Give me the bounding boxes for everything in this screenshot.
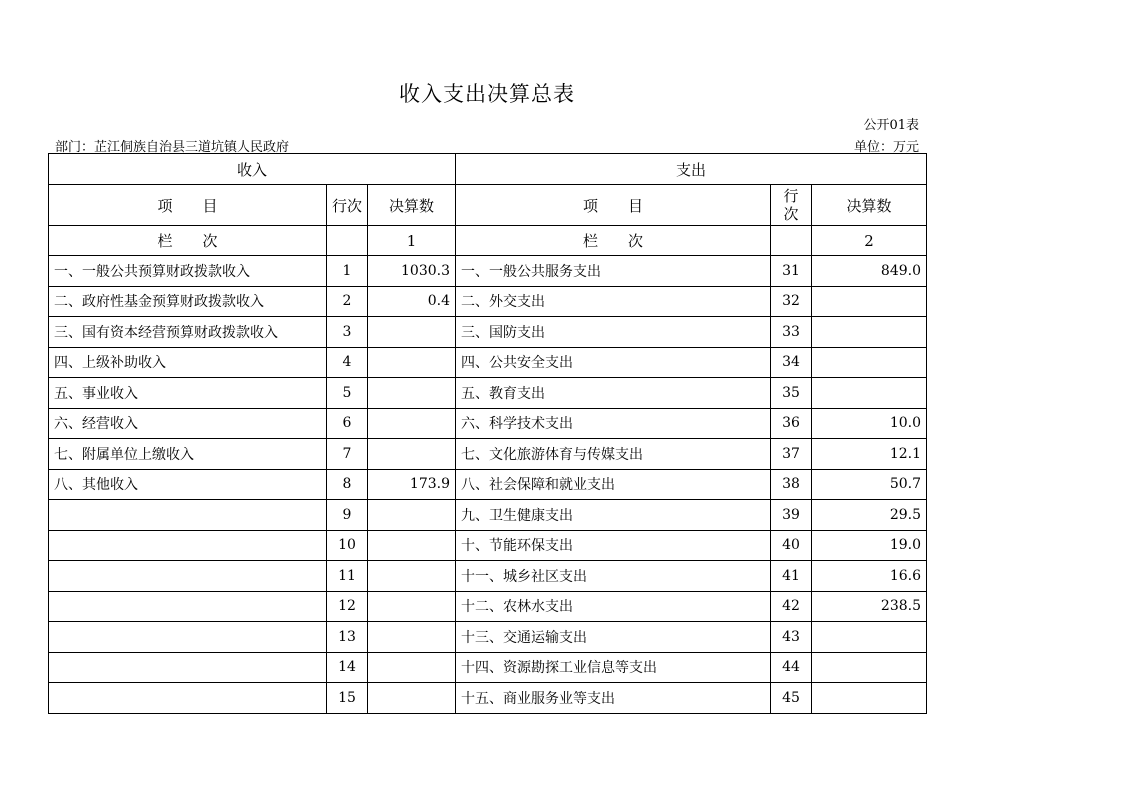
expense-item-cell: 九、卫生健康支出: [456, 500, 771, 531]
income-amount-cell: [368, 500, 456, 531]
expense-line-cell: 32: [771, 286, 812, 317]
income-item-cell: 六、经营收入: [49, 408, 327, 439]
table-row: [49, 317, 927, 348]
income-amount-cell: [368, 530, 456, 561]
expense-line-header: [771, 185, 812, 226]
expense-amount-cell: 238.5: [812, 591, 927, 622]
expense-amount-cell: [812, 286, 927, 317]
income-item-cell: 五、事业收入: [49, 378, 327, 409]
income-amount-cell: [368, 408, 456, 439]
income-header: 收入: [49, 154, 456, 185]
income-column-number: 1: [368, 226, 456, 256]
table-row: [49, 530, 927, 561]
expense-line-cell: 44: [771, 652, 812, 683]
expense-line-header-top: 行: [783, 187, 799, 205]
income-line-cell: 14: [327, 652, 368, 683]
expense-item-cell: 六、科学技术支出: [456, 408, 771, 439]
expense-item-cell: 四、公共安全支出: [456, 347, 771, 378]
column-number-row: [49, 226, 927, 256]
table-row: [49, 500, 927, 531]
expense-amount-cell: [812, 378, 927, 409]
unit-label: 单位：万元: [853, 140, 919, 155]
expense-item-cell: 十三、交通运输支出: [456, 622, 771, 653]
income-line-cell: 10: [327, 530, 368, 561]
income-line-cell: 15: [327, 683, 368, 714]
income-line-cell: 5: [327, 378, 368, 409]
expense-amount-cell: 19.0: [812, 530, 927, 561]
expense-amount-cell: [812, 347, 927, 378]
income-amount-cell: [368, 591, 456, 622]
income-amount-cell: [368, 378, 456, 409]
income-item-cell: [49, 530, 327, 561]
expense-column-blank: [771, 226, 812, 256]
income-item-cell: 八、其他收入: [49, 469, 327, 500]
table-row: [49, 683, 927, 714]
expense-header: 支出: [456, 154, 927, 185]
expense-amount-cell: [812, 317, 927, 348]
expense-line-cell: 45: [771, 683, 812, 714]
expense-line-cell: 33: [771, 317, 812, 348]
income-amount-cell: [368, 683, 456, 714]
expense-line-cell: 40: [771, 530, 812, 561]
income-line-cell: 7: [327, 439, 368, 470]
income-amount-cell: [368, 439, 456, 470]
income-line-cell: 9: [327, 500, 368, 531]
income-amount-cell: [368, 652, 456, 683]
table-row: [49, 347, 927, 378]
income-item-cell: [49, 591, 327, 622]
income-column-label: 栏 次: [49, 226, 327, 256]
income-amount-cell: [368, 347, 456, 378]
table-row: [49, 652, 927, 683]
expense-amount-cell: 50.7: [812, 469, 927, 500]
table-row: [49, 469, 927, 500]
income-item-cell: [49, 622, 327, 653]
table-row: [49, 561, 927, 592]
expense-line-cell: 42: [771, 591, 812, 622]
table-row: [49, 439, 927, 470]
table-row: [49, 408, 927, 439]
income-line-cell: 2: [327, 286, 368, 317]
income-line-cell: 11: [327, 561, 368, 592]
expense-item-cell: 十五、商业服务业等支出: [456, 683, 771, 714]
expense-column-label: 栏 次: [456, 226, 771, 256]
table-subheader-row: [49, 185, 927, 226]
expense-line-cell: 38: [771, 469, 812, 500]
expense-line-cell: 34: [771, 347, 812, 378]
income-line-cell: 6: [327, 408, 368, 439]
expense-item-cell: 五、教育支出: [456, 378, 771, 409]
income-item-cell: 七、附属单位上缴收入: [49, 439, 327, 470]
income-column-blank: [327, 226, 368, 256]
income-line-cell: 13: [327, 622, 368, 653]
income-item-cell: 三、国有资本经营预算财政拨款收入: [49, 317, 327, 348]
income-line-cell: 12: [327, 591, 368, 622]
expense-line-cell: 39: [771, 500, 812, 531]
expense-amount-cell: 16.6: [812, 561, 927, 592]
expense-amount-cell: [812, 652, 927, 683]
income-amount-cell: 173.9: [368, 469, 456, 500]
expense-line-cell: 37: [771, 439, 812, 470]
table-row: [49, 378, 927, 409]
income-amount-cell: [368, 317, 456, 348]
income-item-cell: [49, 652, 327, 683]
income-line-cell: 8: [327, 469, 368, 500]
expense-item-cell: 十一、城乡社区支出: [456, 561, 771, 592]
expense-line-header-bottom: 次: [783, 205, 799, 223]
expense-amount-cell: 849.0: [812, 256, 927, 287]
table-header-row: [49, 154, 927, 185]
income-line-cell: 3: [327, 317, 368, 348]
expense-item-cell: 十四、资源勘探工业信息等支出: [456, 652, 771, 683]
expense-line-cell: 35: [771, 378, 812, 409]
income-item-cell: [49, 683, 327, 714]
expense-item-header: 项 目: [456, 185, 771, 226]
expense-line-cell: 41: [771, 561, 812, 592]
income-amount-cell: [368, 561, 456, 592]
table-row: [49, 591, 927, 622]
income-item-cell: 四、上级补助收入: [49, 347, 327, 378]
expense-item-cell: 二、外交支出: [456, 286, 771, 317]
expense-amount-cell: 10.0: [812, 408, 927, 439]
expense-amount-header: 决算数: [812, 185, 927, 226]
income-line-cell: 4: [327, 347, 368, 378]
expense-line-cell: 43: [771, 622, 812, 653]
income-amount-cell: 0.4: [368, 286, 456, 317]
expense-item-cell: 三、国防支出: [456, 317, 771, 348]
income-item-cell: [49, 561, 327, 592]
expense-item-cell: 七、文化旅游体育与传媒支出: [456, 439, 771, 470]
expense-amount-cell: 12.1: [812, 439, 927, 470]
income-line-header: 行次: [327, 185, 368, 226]
expense-item-cell: 八、社会保障和就业支出: [456, 469, 771, 500]
expense-item-cell: 十二、农林水支出: [456, 591, 771, 622]
expense-column-number: 2: [812, 226, 927, 256]
income-item-cell: [49, 500, 327, 531]
page-title: 收入支出决算总表: [399, 82, 575, 106]
expense-amount-cell: [812, 622, 927, 653]
income-line-cell: 1: [327, 256, 368, 287]
income-item-cell: 一、一般公共预算财政拨款收入: [49, 256, 327, 287]
expense-line-cell: 36: [771, 408, 812, 439]
income-expense-table: [48, 153, 927, 714]
income-item-cell: 二、政府性基金预算财政拨款收入: [49, 286, 327, 317]
table-row: [49, 256, 927, 287]
expense-line-cell: 31: [771, 256, 812, 287]
expense-amount-cell: [812, 683, 927, 714]
expense-item-cell: 十、节能环保支出: [456, 530, 771, 561]
income-item-header: 项 目: [49, 185, 327, 226]
department-label: 部门：芷江侗族自治县三道坑镇人民政府: [55, 140, 290, 155]
table-row: [49, 622, 927, 653]
income-amount-cell: [368, 622, 456, 653]
form-number: 公开01表: [863, 118, 919, 133]
income-amount-cell: 1030.3: [368, 256, 456, 287]
expense-item-cell: 一、一般公共服务支出: [456, 256, 771, 287]
table-row: [49, 286, 927, 317]
income-amount-header: 决算数: [368, 185, 456, 226]
expense-amount-cell: 29.5: [812, 500, 927, 531]
